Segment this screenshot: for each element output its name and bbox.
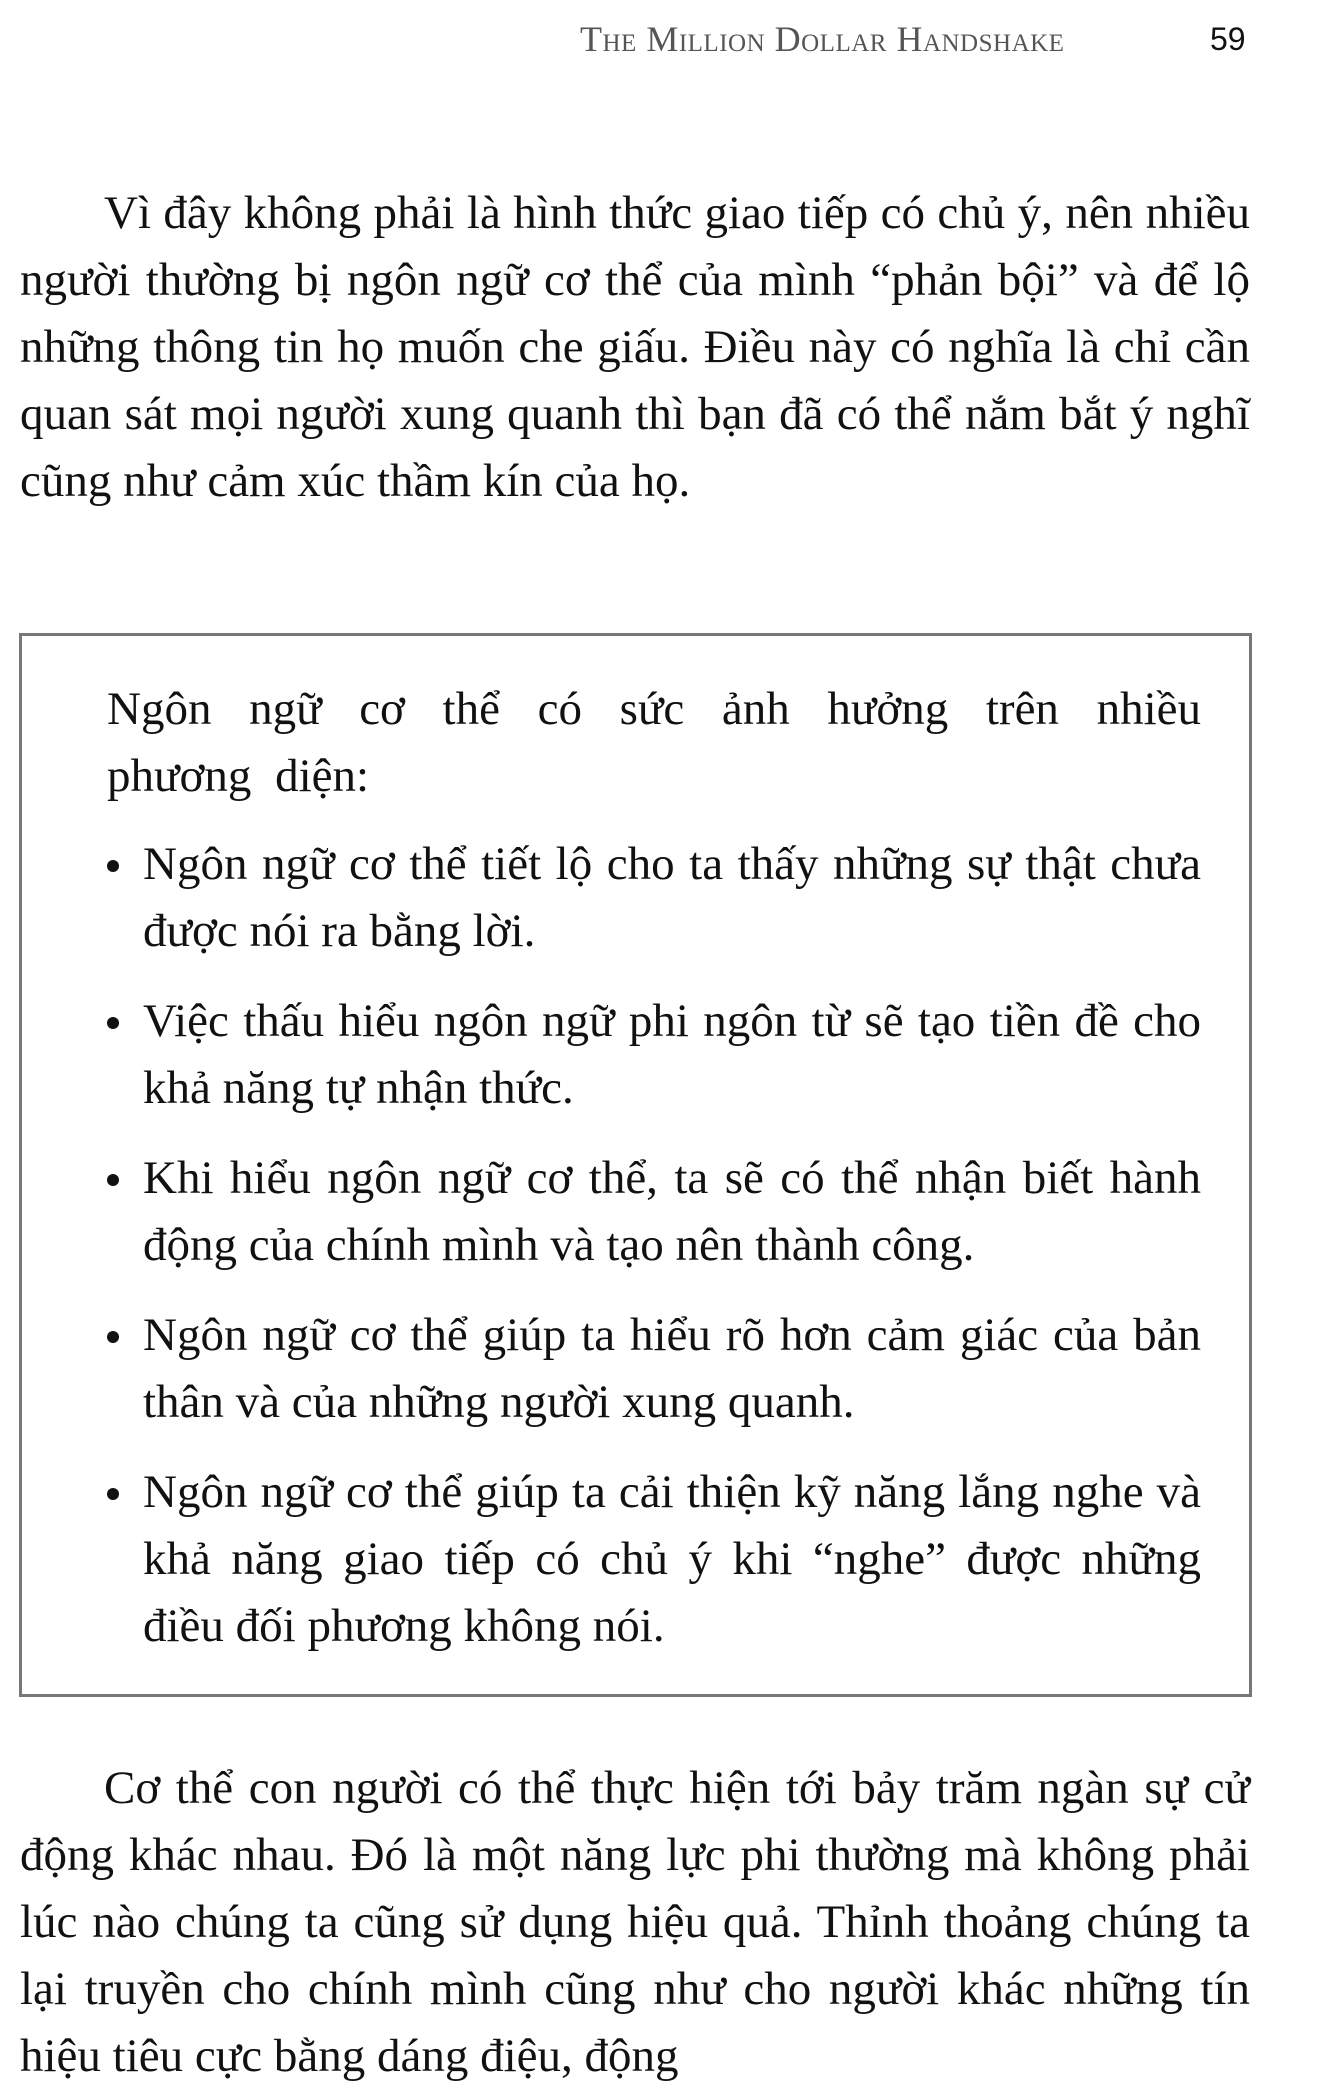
list-item bbox=[107, 988, 1201, 1122]
bullet-icon bbox=[107, 1331, 119, 1343]
list-item-text: Ngôn ngữ cơ thể tiết lộ cho ta thấy những sự thật chưa được nói ra bằng lời. bbox=[143, 838, 1201, 957]
list-item-text: Khi hiểu ngôn ngữ cơ thể, ta sẽ có thể nhận biết hành động của chính mình và tạo nên thành công. bbox=[143, 1152, 1201, 1271]
list-item bbox=[107, 1302, 1201, 1436]
list-item bbox=[107, 1145, 1201, 1279]
bullet-icon bbox=[107, 1017, 119, 1029]
book-title: The Million Dollar Handshake bbox=[580, 19, 1065, 59]
running-header bbox=[580, 14, 1300, 64]
callout-intro: Ngôn ngữ cơ thể có sức ảnh hưởng trên nhiều phương diện: bbox=[107, 683, 1201, 802]
body-paragraph: Cơ thể con người có thể thực hiện tới bảy trăm ngàn sự cử động khác nhau. Đó là một năng lực phi thường mà không phải lúc nào chúng ta cũng sử dụng hiệu quả. Thỉnh thoảng chúng ta lại truyền cho chính mình cũng như cho người khác những tín hiệu tiêu cực bằng dáng điệu, động bbox=[20, 1762, 1250, 2082]
page-number: 59 bbox=[1210, 20, 1246, 57]
bullet-icon bbox=[107, 1174, 119, 1186]
callout-bullet-list bbox=[107, 831, 1201, 1683]
bullet-icon bbox=[107, 860, 119, 872]
list-item bbox=[107, 1459, 1201, 1660]
list-item-text: Ngôn ngữ cơ thể giúp ta cải thiện kỹ năng lắng nghe và khả năng giao tiếp có chủ ý khi “nghe” được những điều đối phương không nói. bbox=[143, 1466, 1201, 1652]
list-item bbox=[107, 831, 1201, 965]
callout-box bbox=[19, 633, 1252, 1697]
body-paragraph: Vì đây không phải là hình thức giao tiếp có chủ ý, nên nhiều người thường bị ngôn ngữ cơ thể của mình “phản bội” và để lộ những thông tin họ muốn che giấu. Điều này có nghĩa là chỉ cần quan sát mọi người xung quanh thì bạn đã có thể nắm bắt ý nghĩ cũng như cảm xúc thầm kín của họ. bbox=[20, 187, 1250, 507]
list-item-text: Ngôn ngữ cơ thể giúp ta hiểu rõ hơn cảm giác của bản thân và của những người xung quanh. bbox=[143, 1309, 1201, 1428]
list-item-text: Việc thấu hiểu ngôn ngữ phi ngôn từ sẽ tạo tiền đề cho khả năng tự nhận thức. bbox=[143, 995, 1201, 1114]
bullet-icon bbox=[107, 1488, 119, 1500]
